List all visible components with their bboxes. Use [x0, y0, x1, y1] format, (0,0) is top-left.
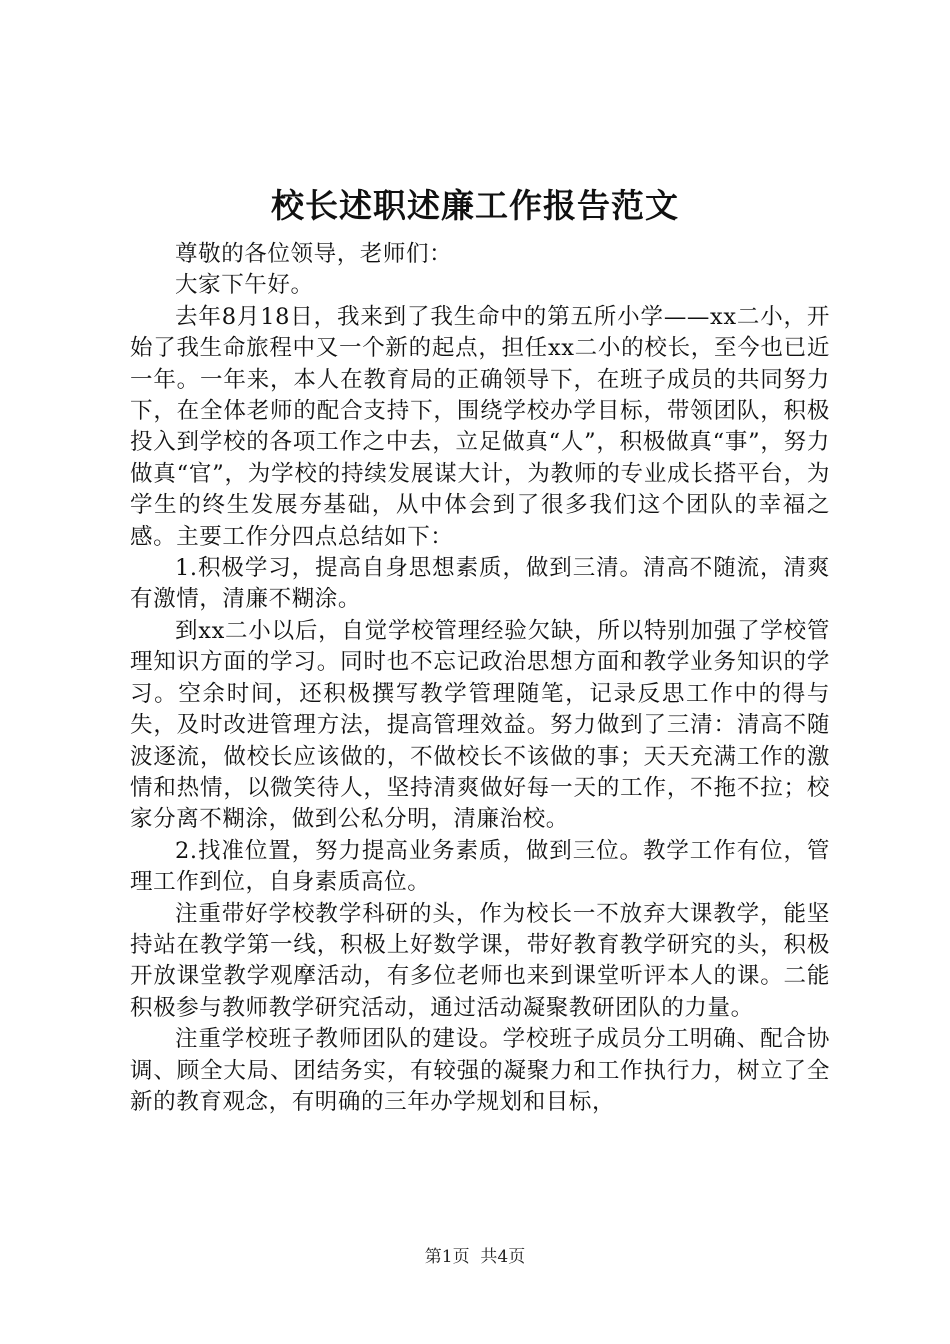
paragraph-point-1-body: 到xx二小以后，自觉学校管理经验欠缺，所以特别加强了学校管理知识方面的学习。同时也不忘记政治思想方面和教学业务知识的学习。空余时间，还积极撰写教学管理随笔，记录反思工作中的得与失，及时改进管理方法，提高管理效益。努力做到了三清：清高不随波逐流，做校长应该做的，不做校长不该做的事；天天充满工作的激情和热情，以微笑待人，坚持清爽做好每一天的工作，不拖不拉；校家分离不糊涂，做到公私分明，清廉治校。	[130, 617, 830, 833]
page-number: 第1页	[424, 1247, 470, 1267]
paragraph-point-1-heading: 1.积极学习，提高自身思想素质，做到三清。清高不随流，清爽有激情，清廉不糊涂。	[130, 555, 830, 613]
page-footer	[0, 1246, 950, 1268]
paragraph-point-2-body-team: 注重学校班子教师团队的建设。学校班子成员分工明确、配合协调、顾全大局、团结务实，有较强的凝聚力和工作执行力，树立了全新的教育观念，有明确的三年办学规划和目标，	[130, 1026, 830, 1115]
document-title: 校长述职述廉工作报告范文	[271, 186, 679, 225]
paragraph-salutation: 尊敬的各位领导，老师们：	[175, 241, 453, 267]
document-body	[130, 239, 830, 1118]
page-total: 共4页	[480, 1247, 526, 1267]
paragraph-greeting: 大家下午好。	[175, 272, 314, 299]
paragraph-point-2-heading: 2.找准位置，努力提高业务素质，做到三位。教学工作有位，管理工作到位，自身素质高位。	[130, 837, 830, 896]
paragraph-point-2-body-teaching: 注重带好学校教学科研的头，作为校长一不放弃大课教学，能坚持站在教学第一线，积极上好数学课，带好教育教学研究的头，积极开放课堂教学观摩活动，有多位老师也来到课堂听评本人的课。二能积极参与教师教学研究活动，通过活动凝聚教研团队的力量。	[130, 900, 830, 1021]
paragraph-intro: 去年8月18日，我来到了我生命中的第五所小学——xx二小，开始了我生命旅程中又一个新的起点，担任xx二小的校长，至今也已近一年。一年来，本人在教育局的正确领导下，在班子成员的共同努力下，在全体老师的配合支持下，围绕学校办学目标，带领团队，积极投入到学校的各项工作之中去，立足做真“人”，积极做真“事”，努力做真“官”，为学校的持续发展谋大计，为教师的专业成长搭平台，为学生的终生发展夯基础，从中体会到了很多我们这个团队的幸福之感。主要工作分四点总结如下：	[130, 303, 830, 550]
